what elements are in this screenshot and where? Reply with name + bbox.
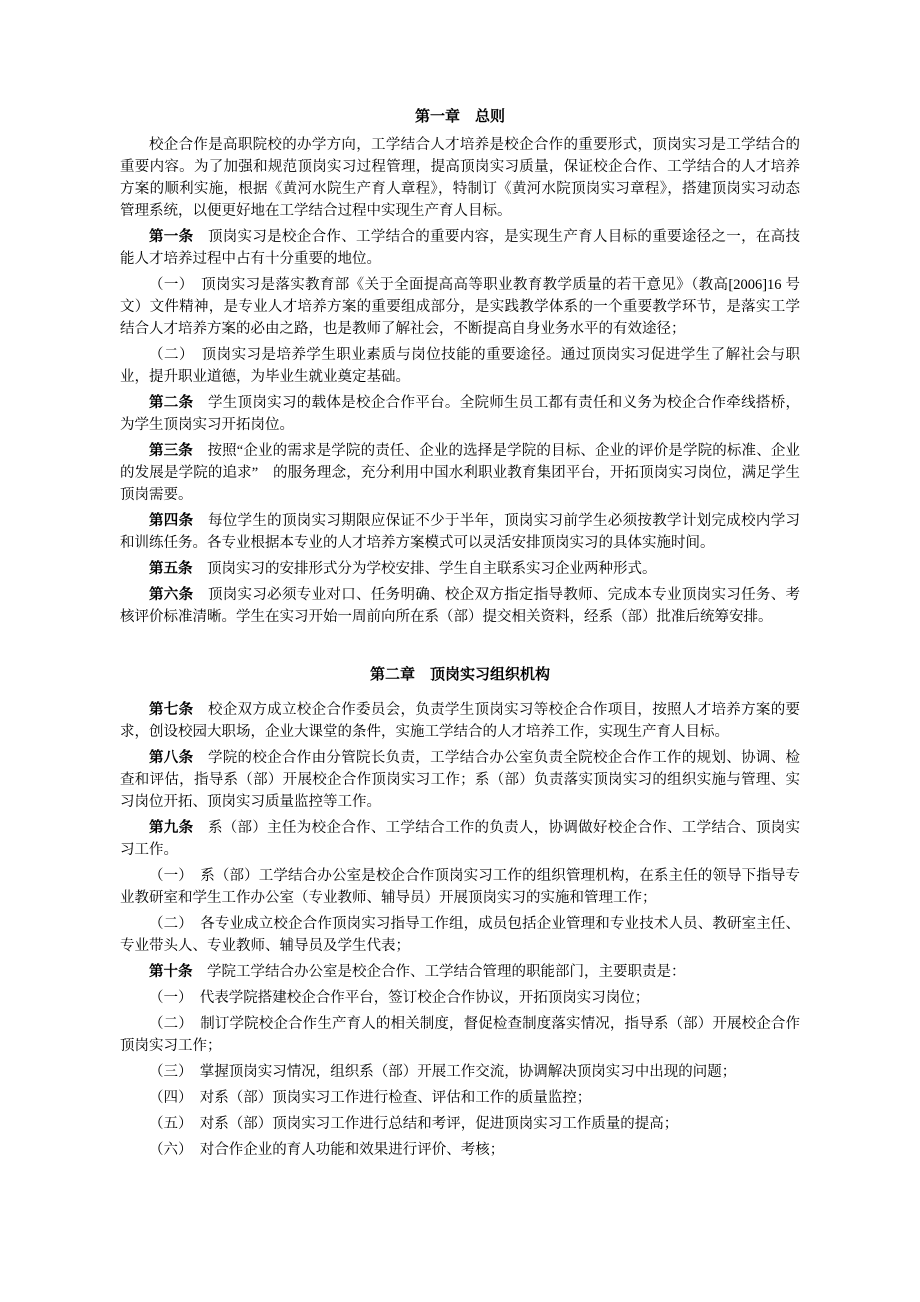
paragraph-text: 系（部）主任为校企合作、工学结合工作的负责人，协调做好校企合作、工学结合、顶岗实习工作。 xyxy=(120,820,801,858)
article-10-item-2-paragraph xyxy=(120,1013,800,1057)
chapter-1-section xyxy=(120,106,800,628)
paragraph-text: （二） 顶岗实习是培养学生职业素质与岗位技能的重要途径。通过顶岗实习促进学生了解社会与职业，提升职业道德，为毕业生就业奠定基础。 xyxy=(120,347,800,385)
chapter-1-intro-paragraph xyxy=(120,134,800,222)
article-label: 第二条 xyxy=(149,395,194,411)
chapter-2-title: 第二章 顶岗实习组织机构 xyxy=(369,667,550,683)
article-label: 第六条 xyxy=(149,587,194,603)
article-10-paragraph xyxy=(120,961,800,983)
paragraph-text: （二） 各专业成立校企合作顶岗实习指导工作组，成员包括企业管理和专业技术人员、教研室主任、专业带头人、专业教师、辅导员及学生代表； xyxy=(120,916,800,954)
article-1-item-2-paragraph xyxy=(120,344,800,388)
article-1-paragraph xyxy=(120,226,800,270)
article-label: 第四条 xyxy=(149,513,194,529)
paragraph-text: （一） 代表学院搭建校企合作平台，签订校企合作协议，开拓顶岗实习岗位； xyxy=(149,990,650,1006)
article-6-paragraph xyxy=(120,584,800,628)
paragraph-text: （一） 顶岗实习是落实教育部《关于全面提高高等职业教育教学质量的若干意见》（教高[2006]16 号文）文件精神，是专业人才培养方案的重要组成部分，是实践教学体系的一个重要教学环节，是落实工学结合人才培养方案的必由之路，也是教师了解社会，不断提高自身业务水平的有效途径； xyxy=(120,277,800,337)
chapter-2-section xyxy=(120,664,800,1161)
article-9-item-2-paragraph xyxy=(120,913,800,957)
paragraph-text: 学院工学结合办公室是校企合作、工学结合管理的职能部门，主要职责是： xyxy=(207,964,686,980)
article-9-paragraph xyxy=(120,817,800,861)
article-9-item-1-paragraph xyxy=(120,865,800,909)
article-1-item-1-paragraph xyxy=(120,274,800,340)
article-8-paragraph xyxy=(120,747,800,813)
article-label: 第九条 xyxy=(149,820,194,836)
article-7-paragraph xyxy=(120,699,800,743)
article-label: 第五条 xyxy=(149,561,193,577)
article-label: 第十条 xyxy=(149,964,193,980)
article-10-item-1-paragraph xyxy=(120,987,800,1009)
article-3-paragraph xyxy=(120,440,800,506)
article-label: 第一条 xyxy=(149,229,194,245)
article-5-paragraph xyxy=(120,558,800,580)
article-label: 第八条 xyxy=(149,750,194,766)
paragraph-text: 每位学生的顶岗实习期限应保证不少于半年，顶岗实习前学生必须按教学计划完成校内学习和训练任务。各专业根据本专业的人才培养方案模式可以灵活安排顶岗实习的具体实施时间。 xyxy=(120,513,801,551)
paragraph-text: （五） 对系（部）顶岗实习工作进行总结和考评，促进顶岗实习工作质量的提高； xyxy=(149,1116,679,1132)
paragraph-text: 按照“企业的需求是学院的责任、企业的选择是学院的目标、企业的评价是学院的标准、企业的发展是学院的追求” 的服务理念，充分利用中国水利职业教育集团平台，开拓顶岗实习岗位，满足学生顶岗需要。 xyxy=(120,443,801,503)
paragraph-text: 顶岗实习是校企合作、工学结合的重要内容，是实现生产育人目标的重要途径之一，在高技能人才培养过程中占有十分重要的地位。 xyxy=(120,229,801,267)
paragraph-text: （四） 对系（部）顶岗实习工作进行检查、评估和工作的质量监控； xyxy=(149,1090,592,1106)
paragraph-text: （一） 系（部）工学结合办公室是校企合作顶岗实习工作的组织管理机构，在系主任的领导下指导专业教研室和学生工作办公室（专业教师、辅导员）开展顶岗实习的实施和管理工作； xyxy=(120,868,800,906)
paragraph-text: 校企双方成立校企合作委员会，负责学生顶岗实习等校企合作项目，按照人才培养方案的要求，创设校园大职场，企业大课堂的条件，实施工学结合的人才培养工作，实现生产育人目标。 xyxy=(120,702,801,740)
paragraph-text: 学生顶岗实习的载体是校企合作平台。全院师生员工都有责任和义务为校企合作牵线搭桥，为学生顶岗实习开拓岗位。 xyxy=(120,395,801,433)
chapter-1-title: 第一章 总则 xyxy=(414,109,505,125)
paragraph-text: （二） 制订学院校企合作生产育人的相关制度，督促检查制度落实情况，指导系（部）开展校企合作顶岗实习工作； xyxy=(120,1016,800,1054)
article-label: 第三条 xyxy=(149,443,193,459)
article-4-paragraph xyxy=(120,510,800,554)
article-2-paragraph xyxy=(120,392,800,436)
paragraph-text: （六） 对合作企业的育人功能和效果进行评价、考核； xyxy=(149,1142,505,1158)
paragraph-text: 校企合作是高职院校的办学方向，工学结合人才培养是校企合作的重要形式，顶岗实习是工学结合的重要内容。为了加强和规范顶岗实习过程管理，提高顶岗实习质量，保证校企合作、工学结合的人才培养方案的顺利实施，根据《黄河水院生产育人章程》，特制订《黄河水院顶岗实习章程》，搭建顶岗实习动态管理系统，以便更好地在工学结合过程中实现生产育人目标。 xyxy=(120,137,800,219)
article-label: 第七条 xyxy=(149,702,194,718)
article-10-item-4-paragraph xyxy=(120,1087,800,1109)
article-10-item-5-paragraph xyxy=(120,1113,800,1135)
article-10-item-6-paragraph xyxy=(120,1139,800,1161)
paragraph-text: 学院的校企合作由分管院长负责，工学结合办公室负责全院校企合作工作的规划、协调、检查和评估，指导系（部）开展校企合作顶岗实习工作；系（部）负责落实顶岗实习的组织实施与管理、实习岗位开拓、顶岗实习质量监控等工作。 xyxy=(120,750,801,810)
article-10-item-3-paragraph xyxy=(120,1061,800,1083)
paragraph-text: 顶岗实习的安排形式分为学校安排、学生自主联系实习企业两种形式。 xyxy=(207,561,657,577)
paragraph-text: 顶岗实习必须专业对口、任务明确、校企双方指定指导教师、完成本专业顶岗实习任务、考核评价标准清晰。学生在实习开始一周前向所在系（部）提交相关资料，经系（部）批准后统筹安排。 xyxy=(120,587,801,625)
paragraph-text: （三） 掌握顶岗实习情况，组织系（部）开展工作交流，协调解决顶岗实习中出现的问题； xyxy=(149,1064,737,1080)
